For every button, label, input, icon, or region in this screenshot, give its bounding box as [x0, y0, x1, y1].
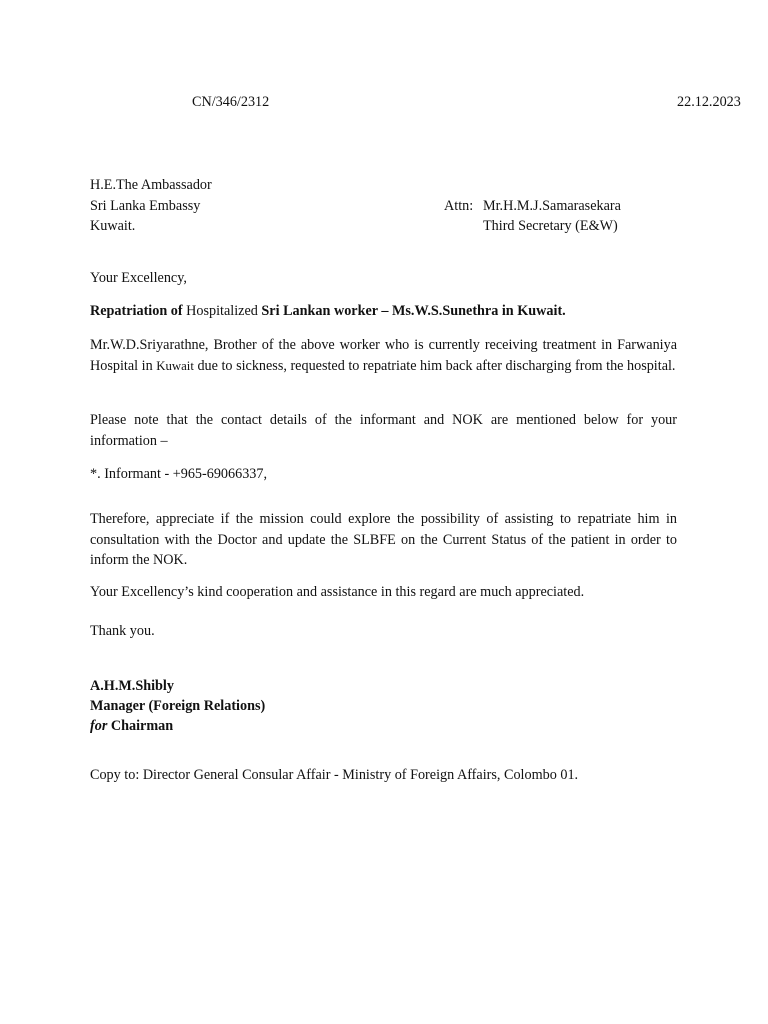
attention-name: Mr.H.M.J.Samarasekara — [483, 198, 621, 214]
signatory-name: A.H.M.Shibly — [90, 678, 174, 694]
attention-title: Third Secretary (E&W) — [483, 218, 618, 234]
reference-number: CN/346/2312 — [192, 94, 270, 110]
attention-label: Attn: — [444, 198, 474, 214]
recipient-line-2: Sri Lanka Embassy — [90, 198, 201, 214]
recipient-line-1: H.E.The Ambassador — [90, 177, 212, 193]
for-word: for — [90, 718, 108, 734]
subject-line — [90, 303, 566, 320]
copy-to-line: Copy to: Director General Consular Affair - Ministry of Foreign Affairs, Colombo 01. — [90, 767, 579, 783]
letter-date: 22.12.2023 — [677, 94, 741, 110]
informant-contact: *. Informant - +965-69066337, — [90, 466, 268, 482]
body-paragraph-4: Your Excellency’s kind cooperation and assistance in this regard are much appreciated. — [90, 584, 585, 600]
on-behalf-of: Chairman — [107, 718, 174, 734]
signatory-on-behalf — [90, 718, 173, 735]
signatory-position: Manager (Foreign Relations) — [90, 698, 266, 714]
body-paragraph-3: Therefore, appreciate if the mission could explore the possibility of assisting to repatriate him in consultation with the Doctor and update the SLBFE on the Current Status of the patient in order to inform the NOK. — [90, 511, 677, 569]
paragraph-1-location: Kuwait — [156, 358, 194, 373]
body-paragraph-2: Please note that the contact details of the informant and NOK are mentioned below for your information – — [90, 412, 677, 449]
paragraph-1-text-a: Mr.W.D.Sriyarathne, Brother of the above worker who is currently receiving treatment in Farwaniya Hospital in — [90, 337, 677, 374]
paragraph-1-text-b: due to sickness, requested to repatriate him back after discharging from the hospital. — [193, 357, 676, 374]
body-paragraph-1 — [90, 335, 677, 376]
salutation: Your Excellency, — [90, 270, 187, 286]
subject-part-3: Sri Lankan worker – Ms.W.S.Sunethra in Kuwait. — [261, 303, 566, 319]
subject-part-1: Repatriation of — [90, 303, 183, 319]
recipient-line-3: Kuwait. — [90, 218, 136, 234]
closing-remark: Thank you. — [90, 623, 155, 639]
subject-part-2: Hospitalized — [182, 303, 262, 319]
